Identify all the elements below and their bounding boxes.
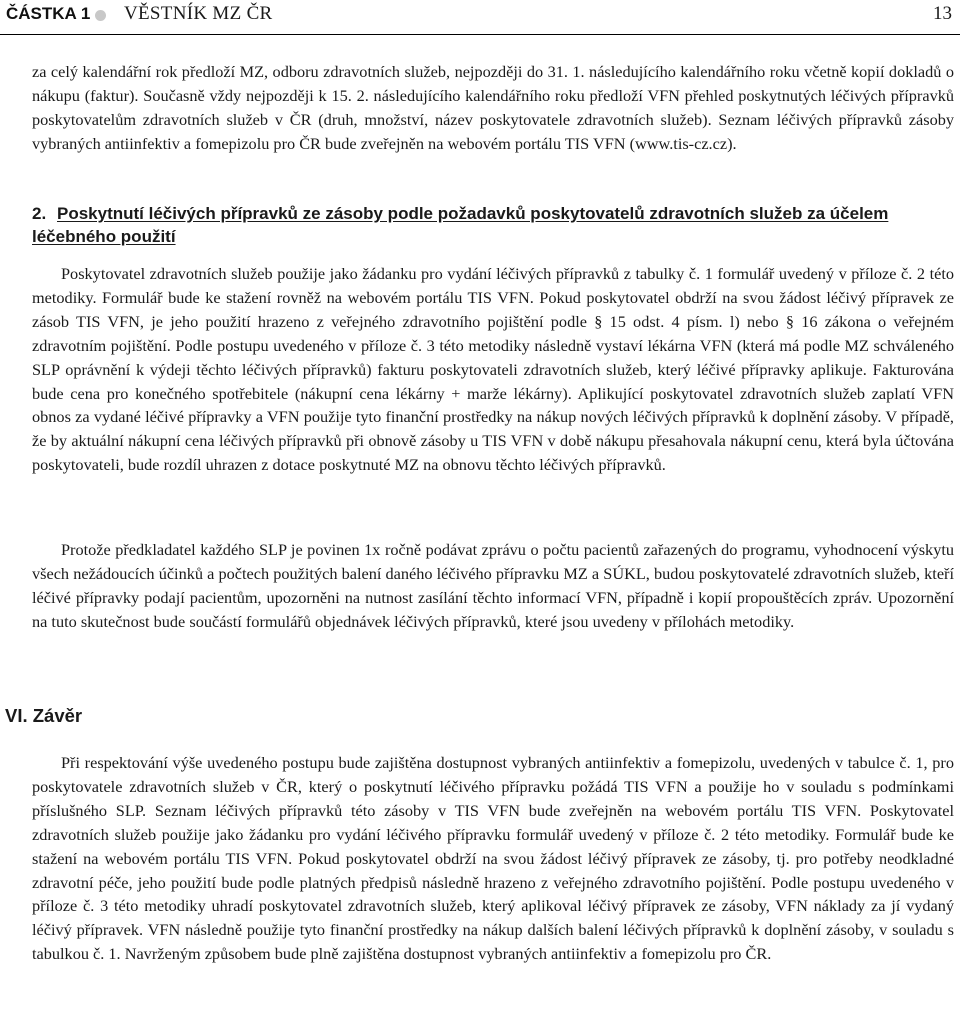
bullet-dot-icon — [95, 10, 106, 21]
page-number: 13 — [933, 3, 952, 24]
section-number: 2. — [32, 204, 47, 223]
issue-label: ČÁSTKA 1 — [6, 4, 91, 23]
paragraph-conclusion: Při respektování výše uvedeného postupu bude zajištěna dostupnost vybraných antiinfektiv a fomepizolu, uvedených v tabulce č. 1, pro poskytovatele zdravotních služeb v ČR, který o poskytnutí léčivého přípravku požádá TIS VFN a použije ho v souladu s podmínkami příslušného SLP. Seznam léčivých přípravků této zásoby v TIS VFN bude zveřejněn na webovém portálu TIS VFN. Poskytovatel zdravotních služeb použije jako žádanku pro vydání léčivého přípravku formulář uvedený v příloze č. 2 této metodiky. Formulář bude ke stažení na webovém portálu TIS VFN. Pokud poskytovatel obdrží na svou žádost léčivý přípravek ze zásoby, tj. pro potřeby neodkladné zdravotní péče, jeho použití bude podle platných předpisů následně hrazeno z veřejného zdravotního pojištění. Podle postupu uvedeného v příloze č. 3 této metodiky uhradí poskytovatel zdravotních služeb, který aplikoval léčivý přípravek ze zásoby, VFN náklady za jí vydaný léčivý přípravek. VFN následně použije tyto finanční prostředky na nákup dalších balení léčivých přípravků k doplnění zásoby, v souladu s tabulkou č. 1. Navrženým způsobem bude plně zajištěna dostupnost vybraných antiinfektiv a fomepizolu pro ČR. — [32, 753, 954, 964]
paragraph-intro: za celý kalendářní rok předloží MZ, odboru zdravotních služeb, nejpozději do 31. 1. následujícího kalendářního roku včetně kopií dokladů o nákupu (faktur). Současně vždy nejpozději k 15. 2. následujícího kalendářního roku předloží VFN přehled poskytnutých léčivých přípravků poskytovatelům zdravotních služeb v ČR (druh, množství, název poskytovatele zdravotních služeb). Seznam léčivých přípravků zásoby vybraných antiinfektiv a fomepizolu pro ČR bude zveřejněn na webovém portálu TIS VFN (www.tis-cz.cz). — [32, 62, 954, 153]
journal-title: VĚSTNÍK MZ ČR — [124, 3, 273, 24]
page-header — [0, 0, 960, 35]
paragraph-reporting: Protože předkladatel každého SLP je povinen 1x ročně podávat zprávu o počtu pacientů zařazených do programu, vyhodnocení výskytu všech nežádoucích účinků a počtech použitých balení daného léčivého přípravku MZ a SÚKL, budou poskytovatelé zdravotních služeb, kteří léčivé přípravky podají pacientům, upozorněni na nutnost zasílání těchto informací VFN, případně i kopií propouštěcích zpráv. Upozornění na tuto skutečnost bude součástí formulářů objednávek léčivých přípravků, které jsou uvedeny v přílohách metodiky. — [32, 540, 954, 631]
paragraph-procedure: Poskytovatel zdravotních služeb použije jako žádanku pro vydání léčivých přípravků z tabulky č. 1 formulář uvedený v příloze č. 2 této metodiky. Formulář bude ke stažení rovněž na webovém portálu TIS VFN. Pokud poskytovatel obdrží na svou žádost léčivý přípravek ze zásob TIS VFN, je jeho použití hrazeno z veřejného zdravotního pojištění podle § 15 odst. 4 písm. l) nebo § 16 zákona o veřejném zdravotním pojištění. Podle postupu uvedeného v příloze č. 3 této metodiky následně vystaví lékárna VFN (která má podle MZ schváleného SLP oprávnění k výdeji těchto léčivých přípravků) fakturu poskytovateli zdravotních služeb, který léčivé přípravky aplikuje. Fakturována bude cena pro konečného spotřebitele (nákupní cena lékárny + marže lékárny). Aplikující poskytovatel zdravotních služeb zaplatí VFN obnos za vydané léčivé přípravky a VFN použije tyto finanční prostředky na nákup nových léčivých přípravků k doplnění zásoby. V případě, že by aktuální nákupní cena léčivých přípravků při obnově zásoby u TIS VFN v době nákupu přesahovala nákupní cenu, která byla účtována poskytovateli, bude rozdíl uhrazen z dotace poskytnuté MZ na obnovu těchto léčivých přípravků. — [32, 264, 954, 475]
section-heading — [32, 202, 932, 248]
chapter-heading: VI. Závěr — [5, 705, 83, 726]
section-heading-text: Poskytnutí léčivých přípravků ze zásoby podle požadavků poskytovatelů zdravotních služeb za účelem léčebného použití — [32, 204, 889, 246]
